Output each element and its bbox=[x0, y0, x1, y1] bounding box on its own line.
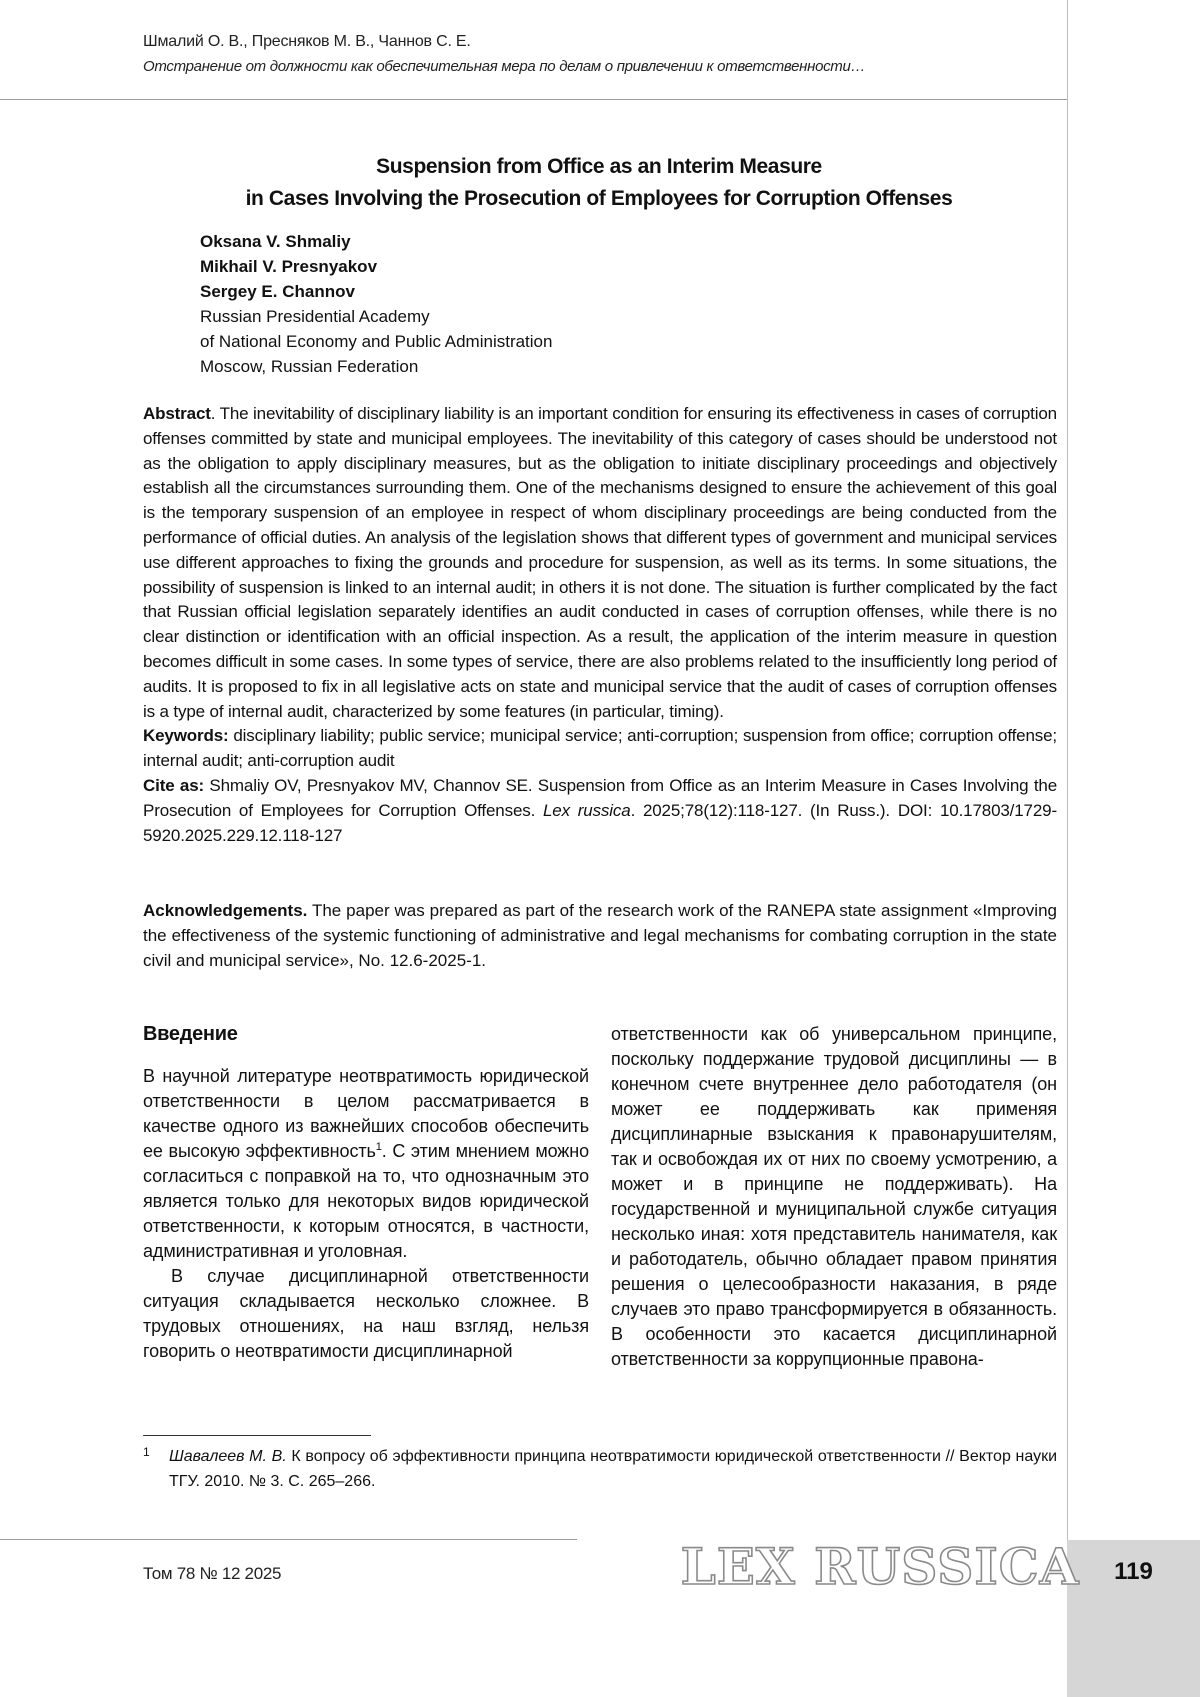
citation-paragraph bbox=[143, 774, 1057, 848]
cite-label: Cite as: bbox=[143, 775, 205, 795]
body-column-right bbox=[611, 1022, 1057, 1372]
footer-divider bbox=[0, 1539, 577, 1540]
running-header-subtitle: Отстранение от должности как обеспечительная мера по делам о привлечении к ответственности… bbox=[143, 58, 866, 75]
affiliation-line: of National Economy and Public Administration bbox=[200, 332, 553, 351]
keywords-text: disciplinary liability; public service; municipal service; anti-corruption; suspension from office; corruption offense; internal audit; anti-corruption audit bbox=[143, 726, 1057, 771]
footnote-body: К вопросу об эффективности принципа неотвратимости юридической ответственности // Вектор науки ТГУ. 2010. № 3. С. 265–266. bbox=[169, 1448, 1058, 1490]
right-margin-bar bbox=[1067, 0, 1201, 1697]
header-divider bbox=[0, 99, 1067, 100]
acknowledgements-section bbox=[143, 899, 1057, 973]
journal-logo bbox=[680, 1536, 1080, 1598]
body-paragraph bbox=[143, 1064, 589, 1264]
body-text: . С этим мнением можно согласиться с поправкой на то, что однозначным это является только для некоторых видов юридической ответственности, к которым относятся, в частности, административная и уголовная. bbox=[143, 1141, 589, 1261]
body-text: В научной литературе неотвратимость юридической ответственности в целом рассматривается в качестве одного из важнейших способов обеспечить ее высокую эффективность bbox=[143, 1066, 589, 1161]
affiliation-line: Russian Presidential Academy bbox=[200, 307, 430, 326]
section-heading: Введение bbox=[143, 1023, 238, 1045]
footnote bbox=[143, 1444, 1057, 1494]
issue-info: Том 78 № 12 2025 bbox=[143, 1564, 282, 1583]
author-name: Oksana V. Shmaliy bbox=[200, 232, 351, 251]
keywords-paragraph bbox=[143, 724, 1057, 774]
abstract-section bbox=[143, 402, 1057, 848]
keywords-label: Keywords: bbox=[143, 726, 229, 746]
footnote-ref[interactable]: 1 bbox=[375, 1141, 382, 1153]
journal-logo-text: LEX RUSSICA bbox=[680, 1537, 1080, 1596]
author-name: Mikhail V. Presnyakov bbox=[200, 257, 378, 276]
body-column-left bbox=[143, 1020, 589, 1364]
footnote-divider bbox=[143, 1435, 371, 1436]
affiliation-line: Moscow, Russian Federation bbox=[200, 357, 419, 376]
running-header-authors: Шмалий О. В., Пресняков М. В., Чаннов С. Е. bbox=[143, 33, 471, 50]
footnote-mark: 1 bbox=[143, 1445, 150, 1459]
title-line-2: in Cases Involving the Prosecution of Employees for Corruption Offenses bbox=[245, 187, 953, 210]
abstract-text: . The inevitability of disciplinary liability is an important condition for ensuring its effectiveness in cases of corruption offenses committed by state and municipal employees. The inevitability of this category of cases should be understood not as the obligation to apply disciplinary measures, but as the obligation to initiate disciplinary proceedings and objectively establish all the circumstances surrounding them. One of the mechanisms designed to ensure the achievement of this goal is the temporary suspension of an employee in respect of whom disciplinary proceedings are being conducted from the performance of official duties. An analysis of the legislation shows that different types of government and municipal services use different approaches to fixing the grounds and procedure for suspension, as well as its terms. In some situations, the possibility of suspension is linked to an internal audit; in others it is not done. The situation is further complicated by the fact that Russian official legislation separately identifies an audit conducted in cases of corruption offenses, while there is no clear distinction or identification with an official inspection. As a result, the application of the interim measure in question becomes difficult in some cases. In some types of service, there are also problems related to the insufficiently long period of audits. It is proposed to fix in all legislative acts on state and municipal service that the audit of cases of corruption offenses is a type of internal audit, characterized by some features (in particular, timing). bbox=[143, 404, 1057, 721]
title-line-1: Suspension from Office as an Interim Measure bbox=[376, 155, 822, 178]
page-number: 119 bbox=[1114, 1558, 1153, 1585]
author-info bbox=[200, 229, 900, 379]
acknowledgements-text: The paper was prepared as part of the research work of the RANEPA state assignment «Improving the effectiveness of the systemic functioning of administrative and legal mechanisms for combating corruption in the state civil and municipal service», No. 12.6-2025-1. bbox=[143, 901, 1057, 970]
author-name: Sergey E. Channov bbox=[200, 282, 355, 301]
acknowledgements-paragraph bbox=[143, 899, 1057, 973]
cite-journal: Lex russica bbox=[542, 800, 631, 820]
cite-rest: . 2025;78(12):118-127. (In Russ.). DOI: 10.17803/1729-5920.2025.229.12.118-127 bbox=[143, 800, 1057, 845]
abstract-label: Abstract bbox=[143, 404, 211, 423]
cite-text: Shmaliy OV, Presnyakov MV, Channov SE. Suspension from Office as an Interim Measure in Cases Involving the Prosecution of Employees for Corruption Offenses. bbox=[143, 775, 1057, 820]
article-title bbox=[143, 151, 1055, 215]
running-header bbox=[143, 33, 1043, 75]
body-paragraph: ответственности как об универсальном принципе, поскольку поддержание трудовой дисциплины — в конечном счете внутреннее дело работодателя (он может ее поддерживать как применяя дисциплинарные взыскания к правонарушителям, так и освобождая их от них по своему усмотрению, а может и в принципе не поддерживать). На государственной и муниципальной службе ситуация несколько иная: хотя представитель нанимателя, как и работодатель, обычно обладает правом принятия решения о целесообразности наказания, в ряде случаев это право трансформируется в обязанность. В особенности это касается дисциплинарной ответственности за коррупционные правона- bbox=[611, 1024, 1057, 1369]
abstract-paragraph bbox=[143, 402, 1057, 724]
footnote-text bbox=[169, 1444, 1057, 1494]
footnote-author: Шавалеев М. В. bbox=[169, 1448, 287, 1465]
body-paragraph: В случае дисциплинарной ответственности ситуация складывается несколько сложнее. В трудовых отношениях, на наш взгляд, нельзя говорить о неотвратимости дисциплинарной bbox=[143, 1266, 589, 1361]
acknowledgements-label: Acknowledgements. bbox=[143, 901, 308, 920]
